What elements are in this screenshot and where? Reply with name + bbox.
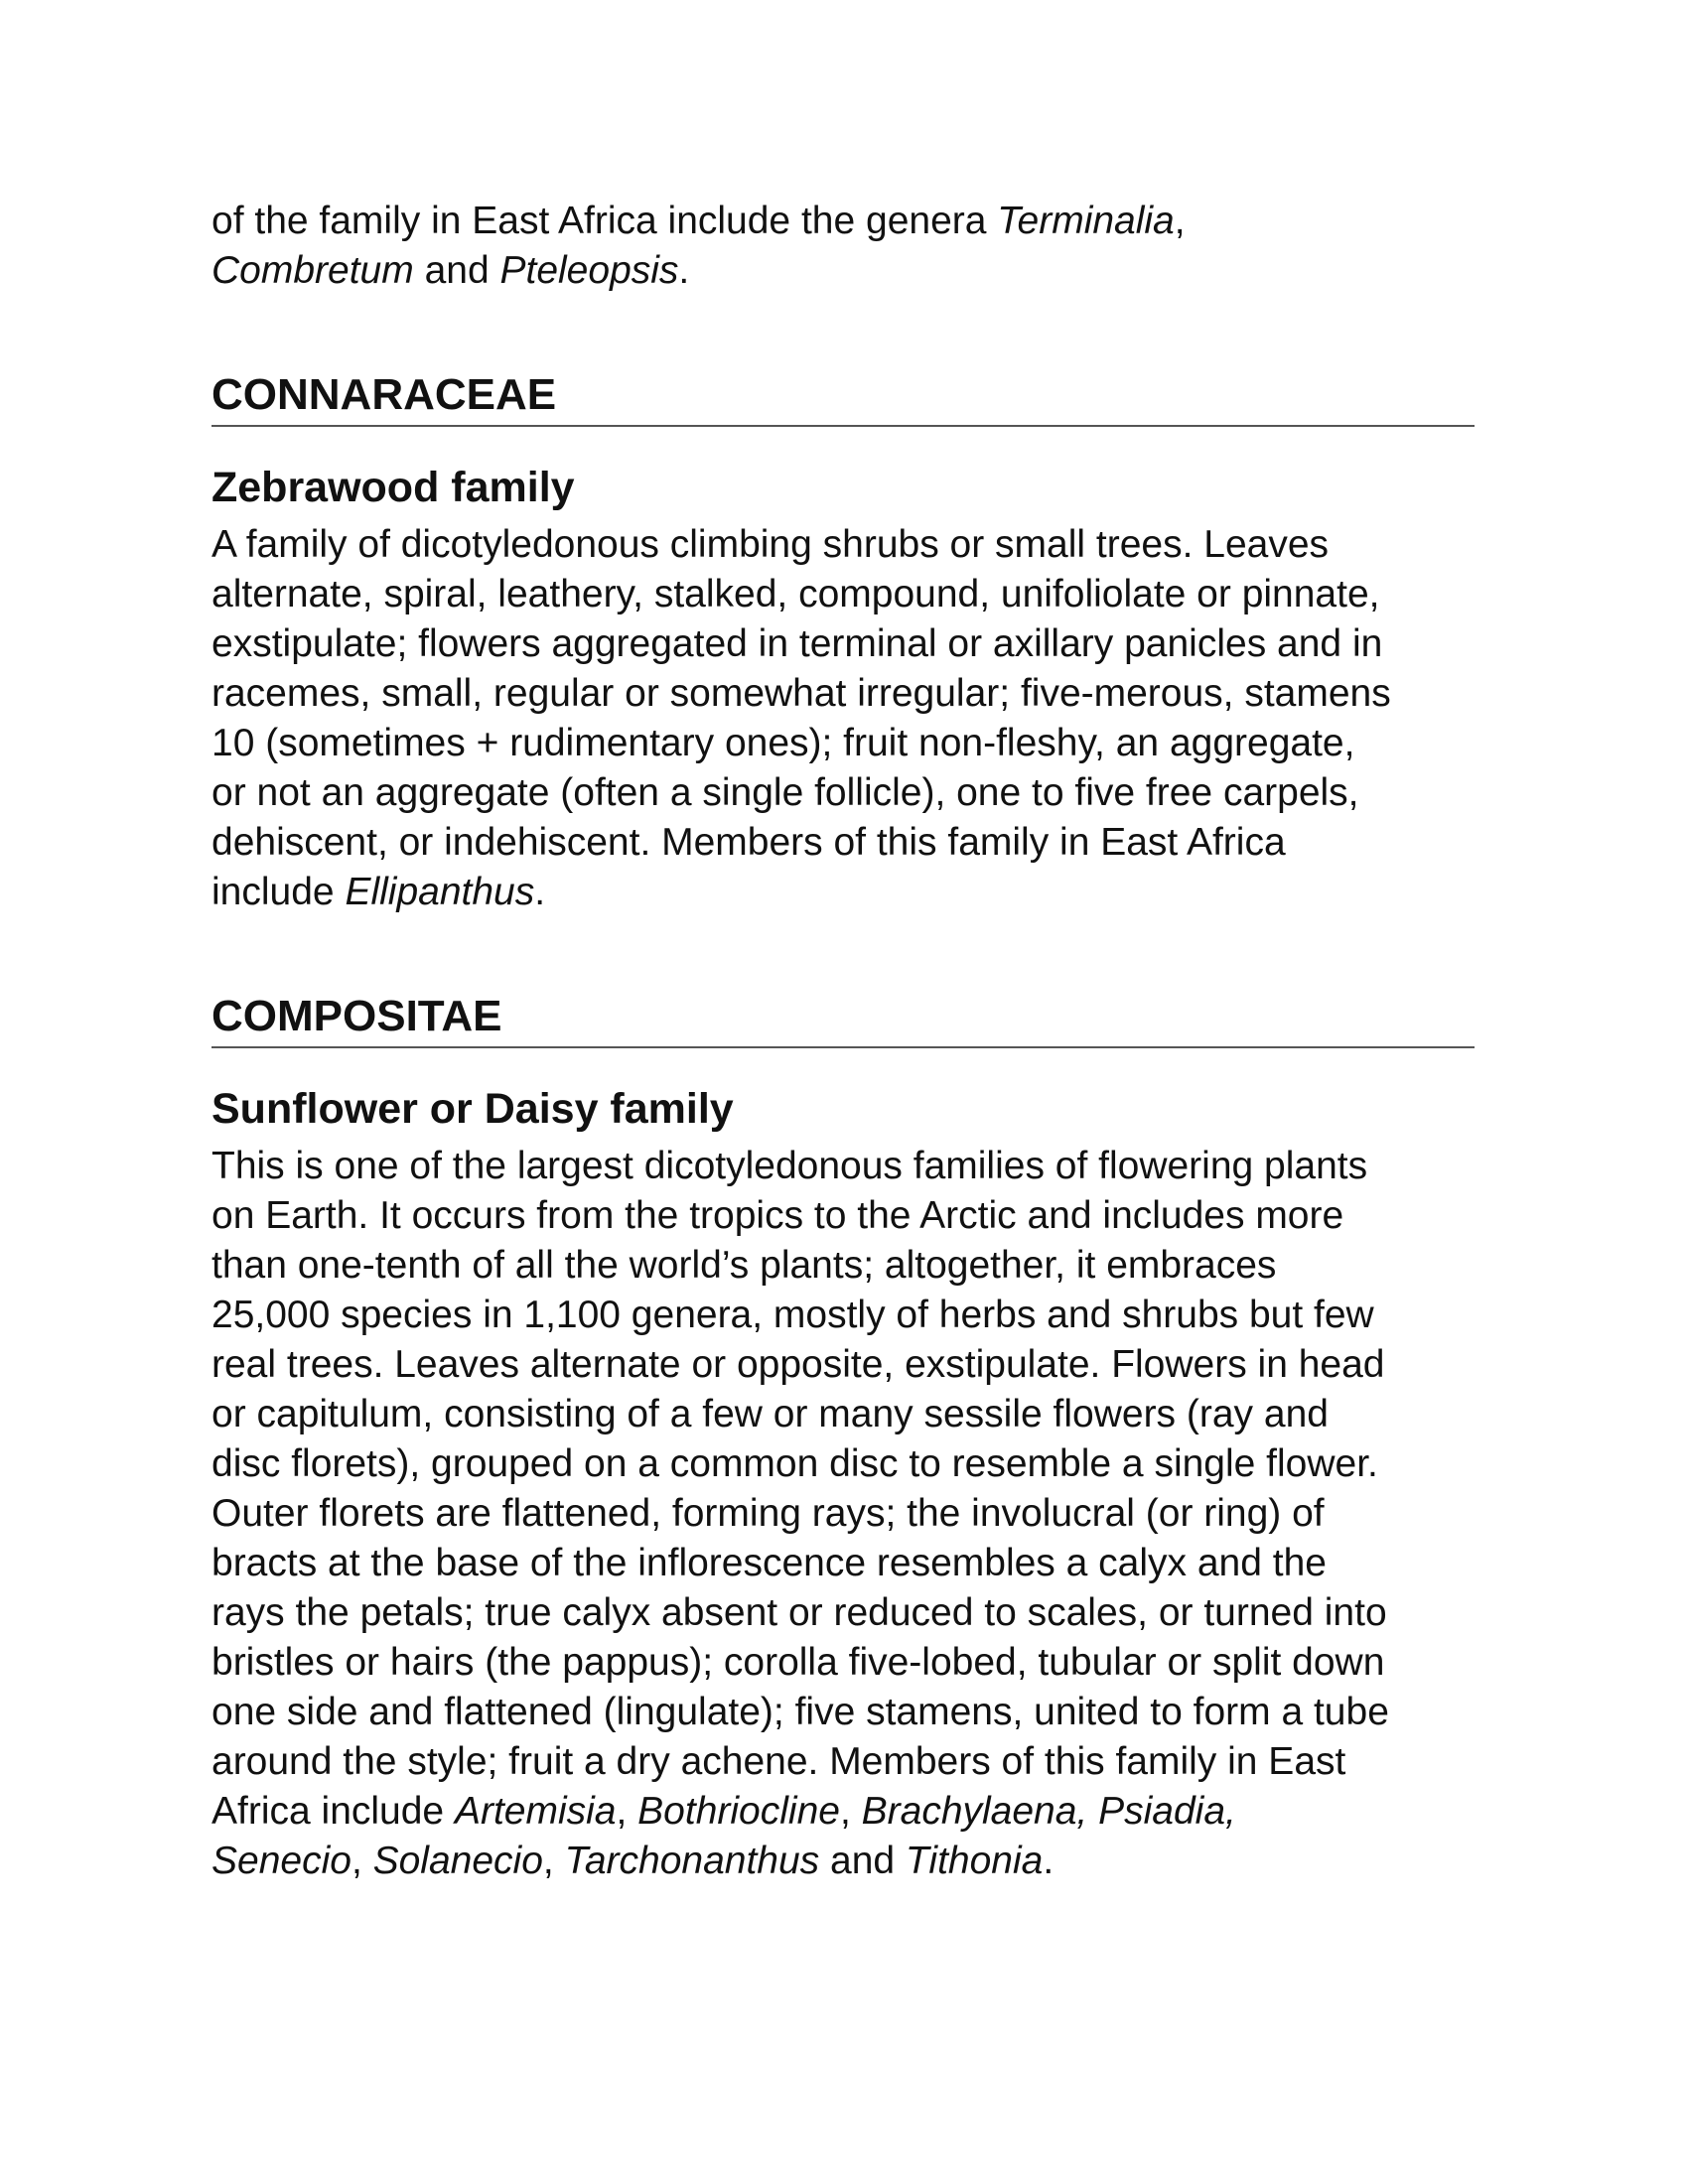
text-line: A family of dicotyledonous climbing shrubs or small trees. Leaves bbox=[211, 523, 1330, 566]
comma: , bbox=[351, 1840, 373, 1882]
text-line: one side and flattened (lingulate); five stamens, united to form a tube bbox=[211, 1691, 1389, 1733]
genera-line-2 bbox=[211, 1837, 1475, 1886]
text-fragment: include bbox=[211, 871, 346, 913]
and-word: and bbox=[819, 1840, 906, 1882]
genus-bothriocline: Bothriocline bbox=[637, 1790, 840, 1833]
intro-comma: , bbox=[1174, 200, 1186, 242]
genus-combretum: Combretum bbox=[211, 249, 414, 292]
comma: , bbox=[616, 1790, 638, 1833]
text-line: bracts at the base of the inflorescence resembles a calyx and the bbox=[211, 1542, 1327, 1584]
genus-pteleopsis: Pteleopsis bbox=[499, 249, 679, 292]
text-line: Outer florets are flattened, forming rays; the involucral (or ring) of bbox=[211, 1492, 1325, 1535]
intro-line-2 bbox=[211, 246, 1475, 296]
text-line: than one-tenth of all the world’s plants; altogether, it embraces bbox=[211, 1244, 1277, 1287]
comma: , bbox=[839, 1790, 862, 1833]
genus-terminalia: Terminalia bbox=[997, 200, 1175, 242]
text-line: alternate, spiral, leathery, stalked, compound, unifoliolate or pinnate, bbox=[211, 573, 1380, 615]
intro-paragraph bbox=[211, 197, 1475, 296]
text-line: or not an aggregate (often a single follicle), one to five free carpels, bbox=[211, 771, 1359, 814]
genus-tithonia: Tithonia bbox=[905, 1840, 1044, 1882]
text-period: . bbox=[534, 871, 546, 913]
family-heading-connaraceae: CONNARACEAE bbox=[211, 367, 1475, 427]
text-line: around the style; fruit a dry achene. Members of this family in East bbox=[211, 1740, 1346, 1783]
connaraceae-description bbox=[211, 520, 1475, 917]
text-line: or capitulum, consisting of a few or many sessile flowers (ray and bbox=[211, 1393, 1329, 1435]
text-line-last bbox=[211, 868, 1475, 917]
text-line: This is one of the largest dicotyledonous families of flowering plants bbox=[211, 1145, 1368, 1187]
genus-solanecio: Solanecio bbox=[372, 1840, 543, 1882]
intro-and: and bbox=[413, 249, 500, 292]
text-line: 25,000 species in 1,100 genera, mostly of herbs and shrubs but few bbox=[211, 1294, 1374, 1336]
text-fragment: Africa include bbox=[211, 1790, 455, 1833]
text-line: dehiscent, or indehiscent. Members of this family in East Africa bbox=[211, 821, 1286, 864]
genera-line-1 bbox=[211, 1787, 1475, 1837]
compositae-description bbox=[211, 1142, 1475, 1886]
comma: , bbox=[542, 1840, 565, 1882]
genus-ellipanthus: Ellipanthus bbox=[345, 871, 535, 913]
text-line: on Earth. It occurs from the tropics to the Arctic and includes more bbox=[211, 1194, 1344, 1237]
intro-period: . bbox=[678, 249, 690, 292]
genus-tarchonanthus: Tarchonanthus bbox=[564, 1840, 820, 1882]
page-content bbox=[211, 197, 1475, 1886]
genus-artemisia: Artemisia bbox=[454, 1790, 617, 1833]
common-name-sunflower-daisy: Sunflower or Daisy family bbox=[211, 1085, 734, 1133]
genus-brachylaena-psiadia: Brachylaena, Psiadia, bbox=[861, 1790, 1236, 1833]
text-line: rays the petals; true calyx absent or reduced to scales, or turned into bbox=[211, 1591, 1387, 1634]
common-name-zebrawood: Zebrawood family bbox=[211, 464, 575, 511]
text-line: disc florets), grouped on a common disc to resemble a single flower. bbox=[211, 1442, 1378, 1485]
text-line: 10 (sometimes + rudimentary ones); fruit non-fleshy, an aggregate, bbox=[211, 722, 1355, 764]
intro-text: of the family in East Africa include the genera bbox=[211, 200, 998, 242]
text-line: bristles or hairs (the pappus); corolla five-lobed, tubular or split down bbox=[211, 1641, 1385, 1684]
text-line: real trees. Leaves alternate or opposite, exstipulate. Flowers in head bbox=[211, 1343, 1385, 1386]
text-line: exstipulate; flowers aggregated in terminal or axillary panicles and in bbox=[211, 622, 1383, 665]
intro-line-1 bbox=[211, 197, 1475, 246]
text-period: . bbox=[1043, 1840, 1055, 1882]
text-line: racemes, small, regular or somewhat irregular; five-merous, stamens bbox=[211, 672, 1391, 715]
family-heading-compositae: COMPOSITAE bbox=[211, 989, 1475, 1048]
genus-senecio: Senecio bbox=[211, 1840, 352, 1882]
